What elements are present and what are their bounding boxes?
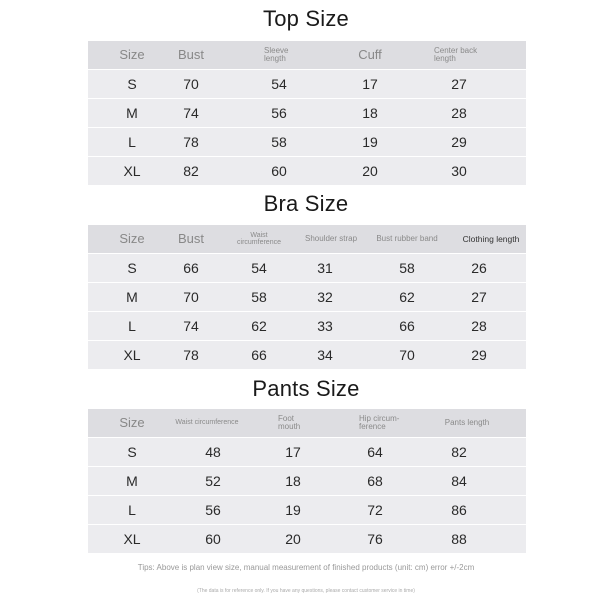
table-header-row (88, 409, 526, 437)
cell-bust: 78 (183, 347, 199, 363)
cell-foot-mouth: 17 (285, 444, 301, 460)
table-row (88, 524, 526, 553)
cell-bust: 78 (183, 134, 199, 150)
cell-foot-mouth: 19 (285, 502, 301, 518)
cell-waist-circumference: 56 (205, 502, 221, 518)
table-row (88, 156, 526, 185)
cell-hip-circumference: 64 (367, 444, 383, 460)
table-row (88, 69, 526, 98)
header-foot-mouth: Foot mouth (278, 413, 301, 431)
cell-waist-circumference: 62 (251, 318, 267, 334)
table-row (88, 311, 526, 340)
top-size-table (88, 41, 526, 185)
cell-size: S (127, 76, 137, 92)
cell-bust-rubber-band: 58 (399, 260, 415, 276)
cell-waist-circumference: 52 (205, 473, 221, 489)
bra-size-table (88, 225, 526, 369)
header-size: Size (119, 231, 145, 247)
cell-size: S (127, 444, 137, 460)
cell-bust: 70 (183, 289, 199, 305)
cell-cuff: 18 (362, 105, 378, 121)
cell-bust: 66 (183, 260, 199, 276)
cell-center-back-length: 29 (451, 134, 467, 150)
cell-pants-length: 84 (451, 473, 467, 489)
cell-waist-circumference: 58 (251, 289, 267, 305)
cell-foot-mouth: 18 (285, 473, 301, 489)
cell-pants-length: 88 (451, 531, 467, 547)
cell-shoulder-strap: 34 (317, 347, 333, 363)
cell-bust-rubber-band: 66 (399, 318, 415, 334)
cell-cuff: 20 (362, 163, 378, 179)
cell-size: S (127, 260, 137, 276)
cell-pants-length: 82 (451, 444, 467, 460)
pants-size-table (88, 409, 526, 553)
table-header-row (88, 41, 526, 69)
header-clothing-length: Clothing length (462, 233, 520, 244)
cell-center-back-length: 28 (451, 105, 467, 121)
header-shoulder-strap: Shoulder strap (304, 233, 358, 243)
cell-hip-circumference: 76 (367, 531, 383, 547)
cell-waist-circumference: 60 (205, 531, 221, 547)
cell-bust-rubber-band: 62 (399, 289, 415, 305)
cell-hip-circumference: 72 (367, 502, 383, 518)
header-cuff: Cuff (358, 47, 382, 63)
bra-size-title: Bra Size (263, 191, 349, 216)
cell-clothing-length: 29 (471, 347, 487, 363)
header-pants-length: Pants length (444, 417, 490, 427)
cell-size: L (128, 318, 136, 334)
cell-clothing-length: 28 (471, 318, 487, 334)
cell-sleeve-length: 60 (271, 163, 287, 179)
cell-bust: 82 (183, 163, 199, 179)
cell-foot-mouth: 20 (285, 531, 301, 547)
cell-waist-circumference: 66 (251, 347, 267, 363)
cell-size: M (126, 473, 138, 489)
cell-shoulder-strap: 33 (317, 318, 333, 334)
header-sleeve-length: Sleeve length (264, 45, 289, 63)
cell-waist-circumference: 48 (205, 444, 221, 460)
header-hip-circumference: Hip circum- ference (359, 413, 400, 431)
header-bust: Bust (177, 47, 204, 63)
cell-size: M (126, 105, 138, 121)
header-center-back-length: Center back length (434, 45, 478, 63)
header-bust-rubber-band: Bust rubber band (376, 233, 438, 243)
pants-size-title: Pants Size (252, 376, 360, 401)
cell-size: XL (123, 163, 141, 179)
cell-clothing-length: 26 (471, 260, 487, 276)
cell-size: XL (123, 347, 141, 363)
cell-sleeve-length: 54 (271, 76, 287, 92)
measurement-tips: Tips: Above is plan view size, manual measurement of finished products (unit: cm) error +/-2cm (137, 563, 475, 572)
header-waist-circumference: Waist circumference (175, 419, 239, 427)
table-row (88, 253, 526, 282)
header-size: Size (119, 415, 145, 431)
cell-size: L (128, 134, 136, 150)
cell-size: M (126, 289, 138, 305)
cell-center-back-length: 27 (451, 76, 467, 92)
top-size-title: Top Size (263, 6, 349, 31)
cell-waist-circumference: 54 (251, 260, 267, 276)
table-row (88, 98, 526, 127)
cell-clothing-length: 27 (471, 289, 487, 305)
cell-sleeve-length: 58 (271, 134, 287, 150)
cell-center-back-length: 30 (451, 163, 467, 179)
table-row (88, 127, 526, 156)
table-header-row (88, 225, 526, 253)
header-waist-circumference: Waist circumference (237, 231, 281, 246)
reference-note: (The data is for reference only. If you have any questions, please contact customer service in time) (197, 588, 415, 594)
cell-cuff: 19 (362, 134, 378, 150)
cell-pants-length: 86 (451, 502, 467, 518)
header-bust: Bust (177, 231, 204, 247)
cell-bust: 74 (183, 105, 199, 121)
table-row (88, 466, 526, 495)
cell-bust-rubber-band: 70 (399, 347, 415, 363)
cell-bust: 74 (183, 318, 199, 334)
cell-shoulder-strap: 31 (317, 260, 333, 276)
table-row (88, 340, 526, 369)
table-row (88, 437, 526, 466)
cell-shoulder-strap: 32 (317, 289, 333, 305)
table-row (88, 495, 526, 524)
cell-sleeve-length: 56 (271, 105, 287, 121)
cell-cuff: 17 (362, 76, 378, 92)
cell-size: XL (123, 531, 141, 547)
header-size: Size (119, 47, 145, 63)
cell-size: L (128, 502, 136, 518)
cell-bust: 70 (183, 76, 199, 92)
table-row (88, 282, 526, 311)
cell-hip-circumference: 68 (367, 473, 383, 489)
